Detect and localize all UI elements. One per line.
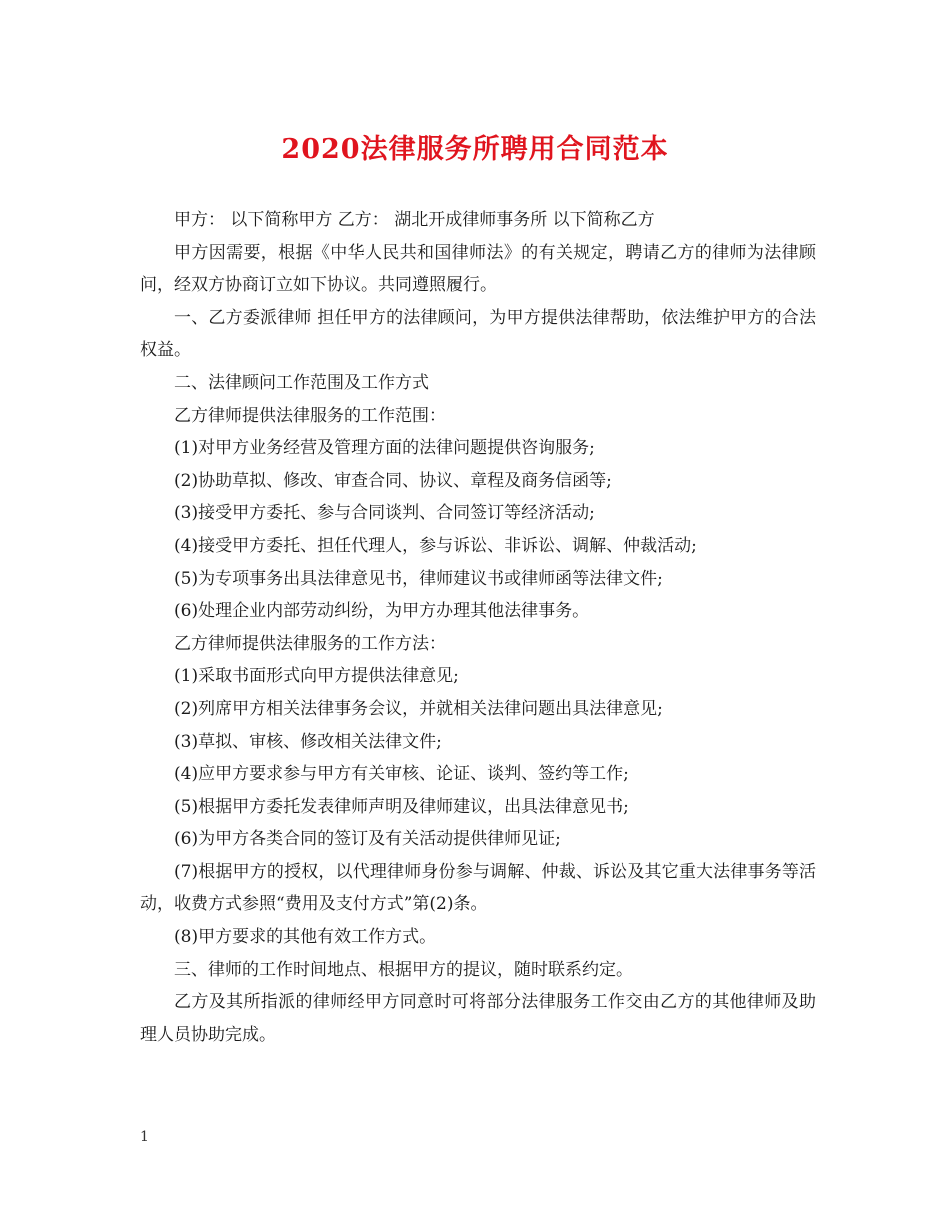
- method-item-8: (8)甲方要求的其他有效工作方式。: [174, 927, 437, 948]
- method-item-1: (1)采取书面形式向甲方提供法律意见;: [174, 666, 459, 687]
- scope-item-5: (5)为专项事务出具法律意见书，律师建议书或律师函等法律文件;: [174, 568, 663, 589]
- method-item-4: (4)应甲方要求参与甲方有关审核、论证、谈判、签约等工作;: [174, 764, 629, 785]
- clause-3: 三、律师的工作时间地点、根据甲方的提议，随时联系约定。: [174, 959, 633, 980]
- scope-item-1: (1)对甲方业务经营及管理方面的法律问题提供咨询服务;: [174, 438, 595, 459]
- document-title: 2020法律服务所聘用合同范本: [281, 134, 669, 165]
- parties-line: 甲方： 以下简称甲方 乙方： 湖北开成律师事务所 以下简称乙方: [174, 210, 655, 230]
- clause-2-heading: 二、法律顾问工作范围及工作方式: [174, 372, 429, 393]
- method-item-3: (3)草拟、审核、修改相关法律文件;: [174, 731, 442, 752]
- service-scope-heading: 乙方律师提供法律服务的工作范围：: [174, 405, 446, 426]
- scope-item-2: (2)协助草拟、修改、审查合同、协议、章程及商务信函等;: [174, 470, 612, 491]
- scope-item-4: (4)接受甲方委托、担任代理人，参与诉讼、非诉讼、调解、仲裁活动;: [174, 535, 697, 556]
- method-item-6: (6)为甲方各类合同的签订及有关活动提供律师见证;: [174, 829, 561, 850]
- delegation-paragraph: 乙方及其所指派的律师经甲方同意时可将部分法律服务工作交由乙方的其他律师及助理人员协助完成。: [140, 992, 816, 1045]
- clause-1: 一、乙方委派律师 担任甲方的法律顾问，为甲方提供法律帮助，依法维护甲方的合法权益。: [140, 307, 816, 361]
- scope-item-6: (6)处理企业内部劳动纠纷，为甲方办理其他法律事务。: [174, 601, 590, 622]
- method-item-2: (2)列席甲方相关法律事务会议，并就相关法律问题出具法律意见;: [174, 698, 663, 719]
- scope-item-3: (3)接受甲方委托、参与合同谈判、合同签订等经济活动;: [174, 503, 595, 524]
- document-body: [140, 204, 816, 1051]
- page-number: 1: [140, 1129, 149, 1145]
- method-item-7: (7)根据甲方的授权，以代理律师身份参与调解、仲裁、诉讼及其它重大法律事务等活动，收费方式参照“费用及支付方式”第(2)条。: [140, 861, 816, 915]
- preamble-paragraph: 甲方因需要，根据《中华人民共和国律师法》的有关规定，聘请乙方的律师为法律顾问，经双方协商订立如下协议。共同遵照履行。: [140, 242, 816, 296]
- method-item-5: (5)根据甲方委托发表律师声明及律师建议，出具法律意见书;: [174, 796, 629, 817]
- service-method-heading: 乙方律师提供法律服务的工作方法：: [174, 633, 446, 654]
